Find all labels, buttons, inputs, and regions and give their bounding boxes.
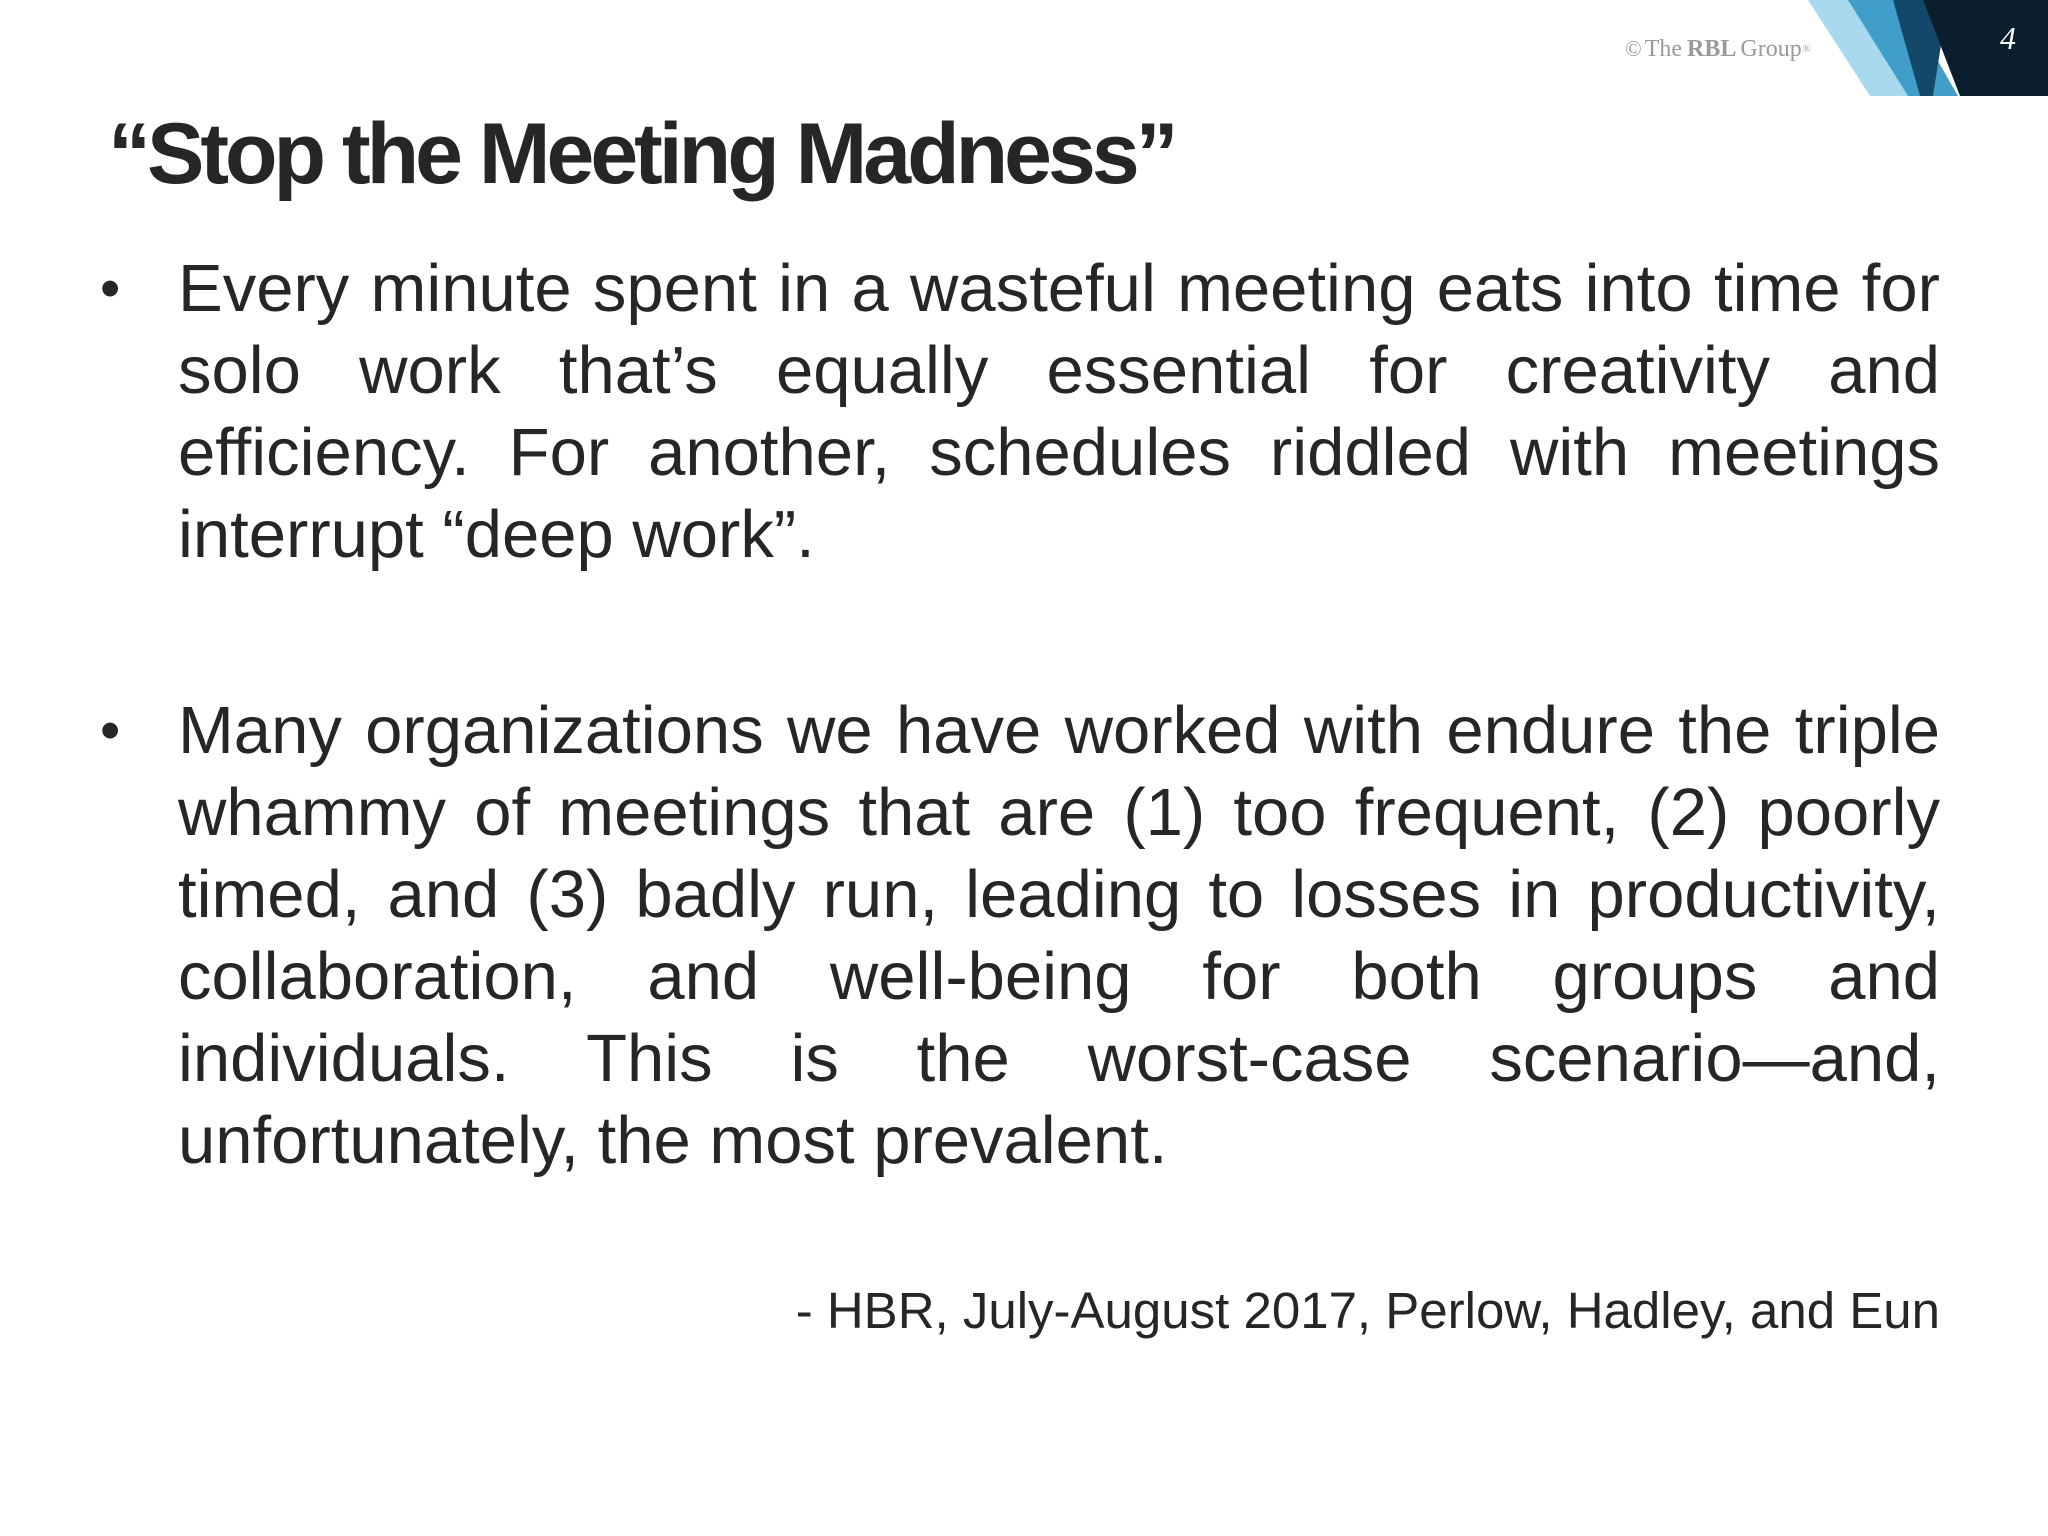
- citation: - HBR, July-August 2017, Perlow, Hadley, and Eun: [795, 1282, 1940, 1339]
- copyright-icon: ©: [1625, 36, 1642, 61]
- slide-title: “Stop the Meeting Madness”: [108, 106, 1175, 202]
- bullet-icon: •: [100, 698, 121, 763]
- brand-suffix: Group: [1740, 35, 1802, 62]
- brand-name: RBL: [1687, 35, 1737, 62]
- brand-prefix: The: [1644, 35, 1683, 62]
- bullet-icon: •: [100, 256, 121, 321]
- brand-logo: [1625, 34, 1810, 64]
- bullet-text: Many organizations we have worked with endure the triple whammy of meetings that are (1) too frequent, (2) poorly timed, and (3) badly run, leading to losses in productivity, collaboration, and well-being for both groups and individuals. This is the worst-case scenario—and, unfortunately, the most prevalent.: [178, 693, 1940, 1178]
- bullet-text: Every minute spent in a wasteful meeting eats into time for solo work that’s equally essential for creativity and efficiency. For another, schedules riddled with meetings interrupt “deep work”.: [178, 251, 1940, 572]
- page-number: 4: [2000, 20, 2016, 56]
- trademark-icon: ®: [1802, 43, 1811, 55]
